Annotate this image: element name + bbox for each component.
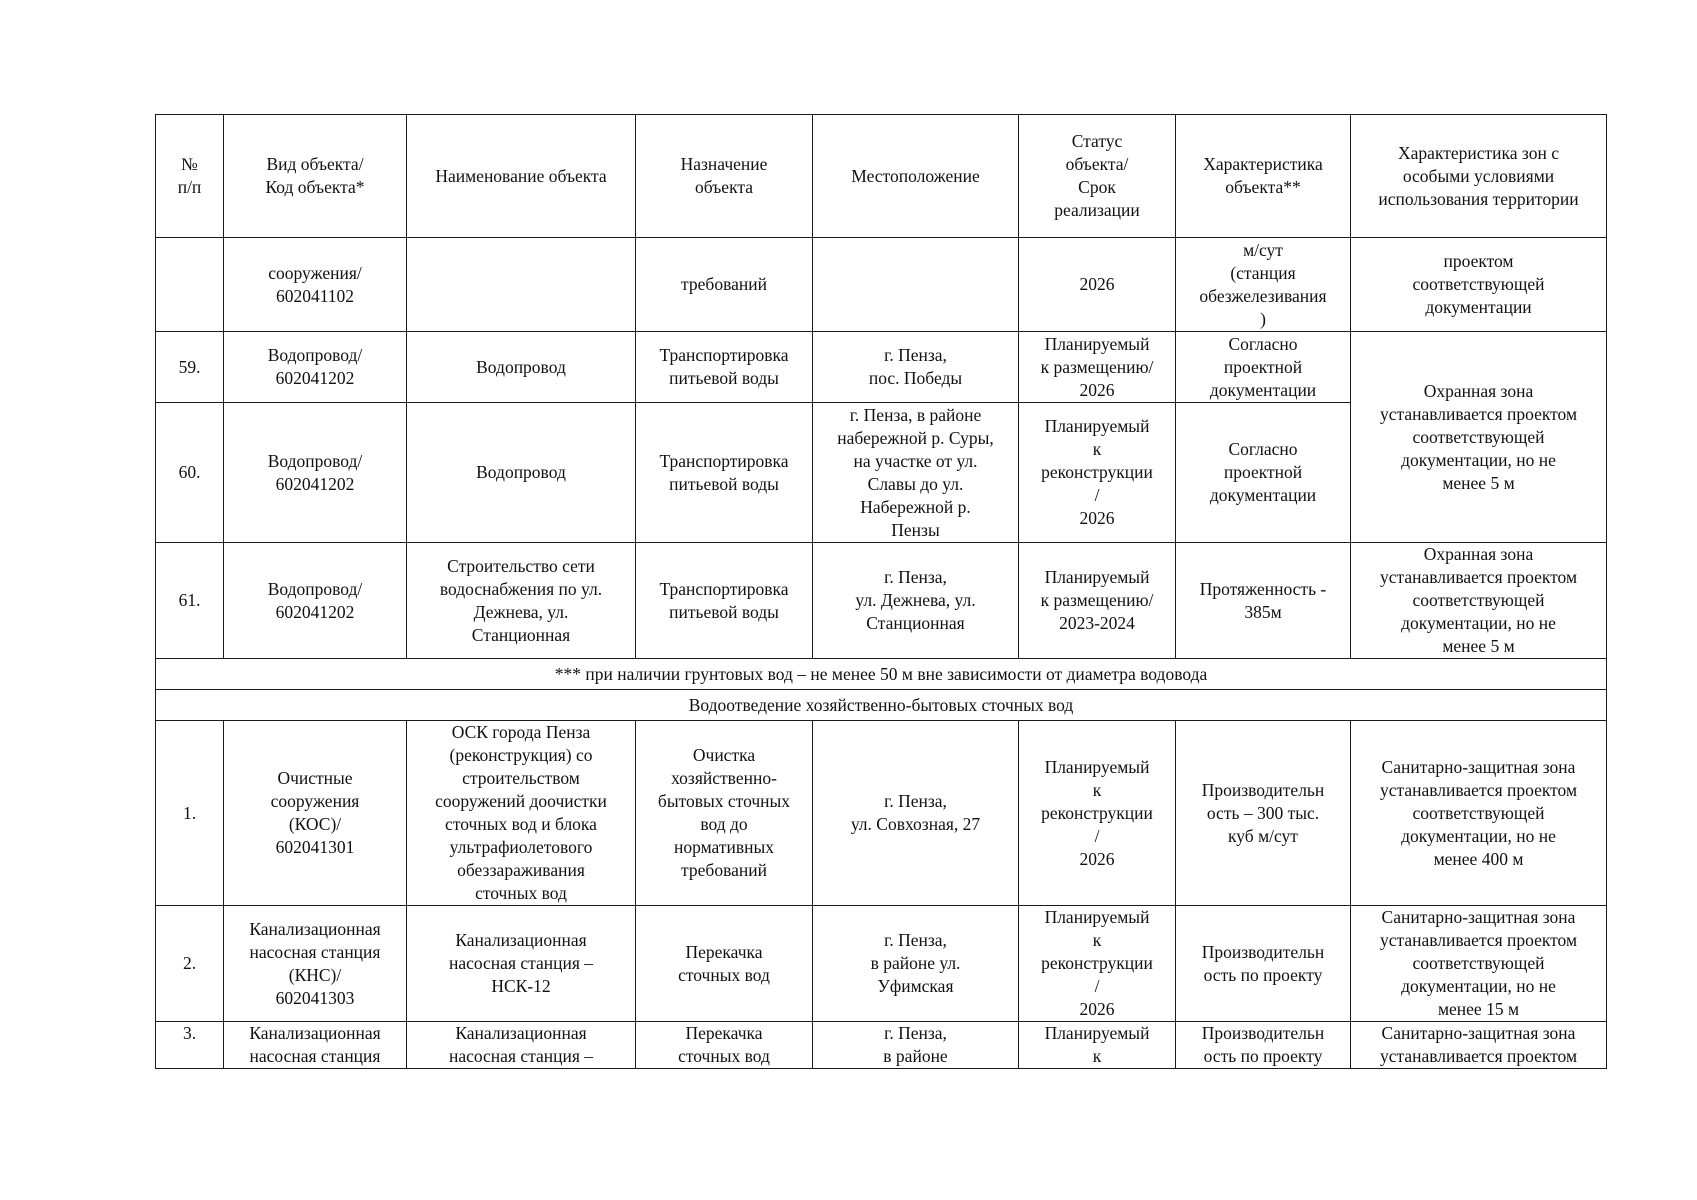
cell-purpose: Очистка хозяйственно- бытовых сточных вод до нормативных требований bbox=[636, 721, 813, 906]
header-zones: Характеристика зон с особыми условиями использования территории bbox=[1351, 115, 1607, 238]
cell-zones-merged: Охранная зона устанавливается проектом соответствующей документации, но не менее 5 м bbox=[1351, 332, 1607, 543]
cell-location bbox=[813, 238, 1019, 332]
section-title: Водоотведение хозяйственно-бытовых сточных вод bbox=[156, 690, 1607, 721]
cell-kind: Водопровод/ 602041202 bbox=[224, 403, 407, 543]
cell-kind: сооружения/ 602041102 bbox=[224, 238, 407, 332]
cell-status: Планируемый к реконструкции / 2026 bbox=[1019, 906, 1176, 1022]
cell-status: 2026 bbox=[1019, 238, 1176, 332]
cell-zones: Санитарно-защитная зона устанавливается проектом bbox=[1351, 1022, 1607, 1069]
cell-purpose: требований bbox=[636, 238, 813, 332]
cell-zones: Санитарно-защитная зона устанавливается проектом соответствующей документации, но не менее 400 м bbox=[1351, 721, 1607, 906]
cell-name bbox=[407, 238, 636, 332]
table-row bbox=[156, 543, 1607, 659]
cell-kind: Канализационная насосная станция bbox=[224, 1022, 407, 1069]
cell-characteristic: Протяженность - 385м bbox=[1176, 543, 1351, 659]
cell-name: Водопровод bbox=[407, 403, 636, 543]
cell-name: ОСК города Пенза (реконструкция) со строительством сооружений доочистки сточных вод и блока ультрафиолетового обеззараживания сточных вод bbox=[407, 721, 636, 906]
cell-location: г. Пенза, пос. Победы bbox=[813, 332, 1019, 403]
cell-purpose: Транспортировка питьевой воды bbox=[636, 403, 813, 543]
header-kind: Вид объекта/ Код объекта* bbox=[224, 115, 407, 238]
cell-purpose: Перекачка сточных вод bbox=[636, 1022, 813, 1069]
cell-characteristic: Согласно проектной документации bbox=[1176, 332, 1351, 403]
table-row bbox=[156, 721, 1607, 906]
header-characteristic: Характеристика объекта** bbox=[1176, 115, 1351, 238]
cell-location: г. Пенза, в районе ул. Уфимская bbox=[813, 906, 1019, 1022]
cell-kind: Водопровод/ 602041202 bbox=[224, 543, 407, 659]
table-header-row bbox=[156, 115, 1607, 238]
cell-status: Планируемый к размещению/ 2023-2024 bbox=[1019, 543, 1176, 659]
cell-status: Планируемый к размещению/ 2026 bbox=[1019, 332, 1176, 403]
footnote-text: *** при наличии грунтовых вод – не менее 50 м вне зависимости от диаметра водовода bbox=[156, 659, 1607, 690]
cell-characteristic: Производительн ость по проекту bbox=[1176, 906, 1351, 1022]
cell-num bbox=[156, 238, 224, 332]
header-location: Местоположение bbox=[813, 115, 1019, 238]
cell-zones: проектом соответствующей документации bbox=[1351, 238, 1607, 332]
cell-purpose: Транспортировка питьевой воды bbox=[636, 332, 813, 403]
footnote-row bbox=[156, 659, 1607, 690]
cell-status: Планируемый к реконструкции / 2026 bbox=[1019, 403, 1176, 543]
header-status: Статус объекта/ Срок реализации bbox=[1019, 115, 1176, 238]
cell-name: Канализационная насосная станция – НСК-12 bbox=[407, 906, 636, 1022]
cell-zones: Охранная зона устанавливается проектом соответствующей документации, но не менее 5 м bbox=[1351, 543, 1607, 659]
table-row bbox=[156, 238, 1607, 332]
cell-kind: Водопровод/ 602041202 bbox=[224, 332, 407, 403]
cell-purpose: Перекачка сточных вод bbox=[636, 906, 813, 1022]
cell-purpose: Транспортировка питьевой воды bbox=[636, 543, 813, 659]
table-row bbox=[156, 906, 1607, 1022]
header-num: № п/п bbox=[156, 115, 224, 238]
objects-table bbox=[155, 114, 1607, 1069]
cell-num: 60. bbox=[156, 403, 224, 543]
header-name: Наименование объекта bbox=[407, 115, 636, 238]
cell-kind: Очистные сооружения (КОС)/ 602041301 bbox=[224, 721, 407, 906]
cell-status: Планируемый к реконструкции / 2026 bbox=[1019, 721, 1176, 906]
cell-name: Водопровод bbox=[407, 332, 636, 403]
cell-num: 3. bbox=[156, 1022, 224, 1069]
cell-num: 1. bbox=[156, 721, 224, 906]
cell-zones: Санитарно-защитная зона устанавливается проектом соответствующей документации, но не менее 15 м bbox=[1351, 906, 1607, 1022]
cell-location: г. Пенза, ул. Дежнева, ул. Станционная bbox=[813, 543, 1019, 659]
cell-num: 61. bbox=[156, 543, 224, 659]
cell-num: 2. bbox=[156, 906, 224, 1022]
cell-characteristic: м/сут (станция обезжелезивания ) bbox=[1176, 238, 1351, 332]
cell-characteristic: Производительн ость – 300 тыс. куб м/сут bbox=[1176, 721, 1351, 906]
cell-num: 59. bbox=[156, 332, 224, 403]
table-row bbox=[156, 332, 1607, 403]
cell-location: г. Пенза, ул. Совхозная, 27 bbox=[813, 721, 1019, 906]
cell-characteristic: Согласно проектной документации bbox=[1176, 403, 1351, 543]
cell-status: Планируемый к bbox=[1019, 1022, 1176, 1069]
header-purpose: Назначение объекта bbox=[636, 115, 813, 238]
section-title-row bbox=[156, 690, 1607, 721]
cell-location: г. Пенза, в районе набережной р. Суры, на участке от ул. Славы до ул. Набережной р. Пензы bbox=[813, 403, 1019, 543]
cell-name: Строительство сети водоснабжения по ул. Дежнева, ул. Станционная bbox=[407, 543, 636, 659]
cell-name: Канализационная насосная станция – bbox=[407, 1022, 636, 1069]
cell-location: г. Пенза, в районе bbox=[813, 1022, 1019, 1069]
cell-kind: Канализационная насосная станция (КНС)/ 602041303 bbox=[224, 906, 407, 1022]
table-row bbox=[156, 1022, 1607, 1069]
cell-characteristic: Производительн ость по проекту bbox=[1176, 1022, 1351, 1069]
